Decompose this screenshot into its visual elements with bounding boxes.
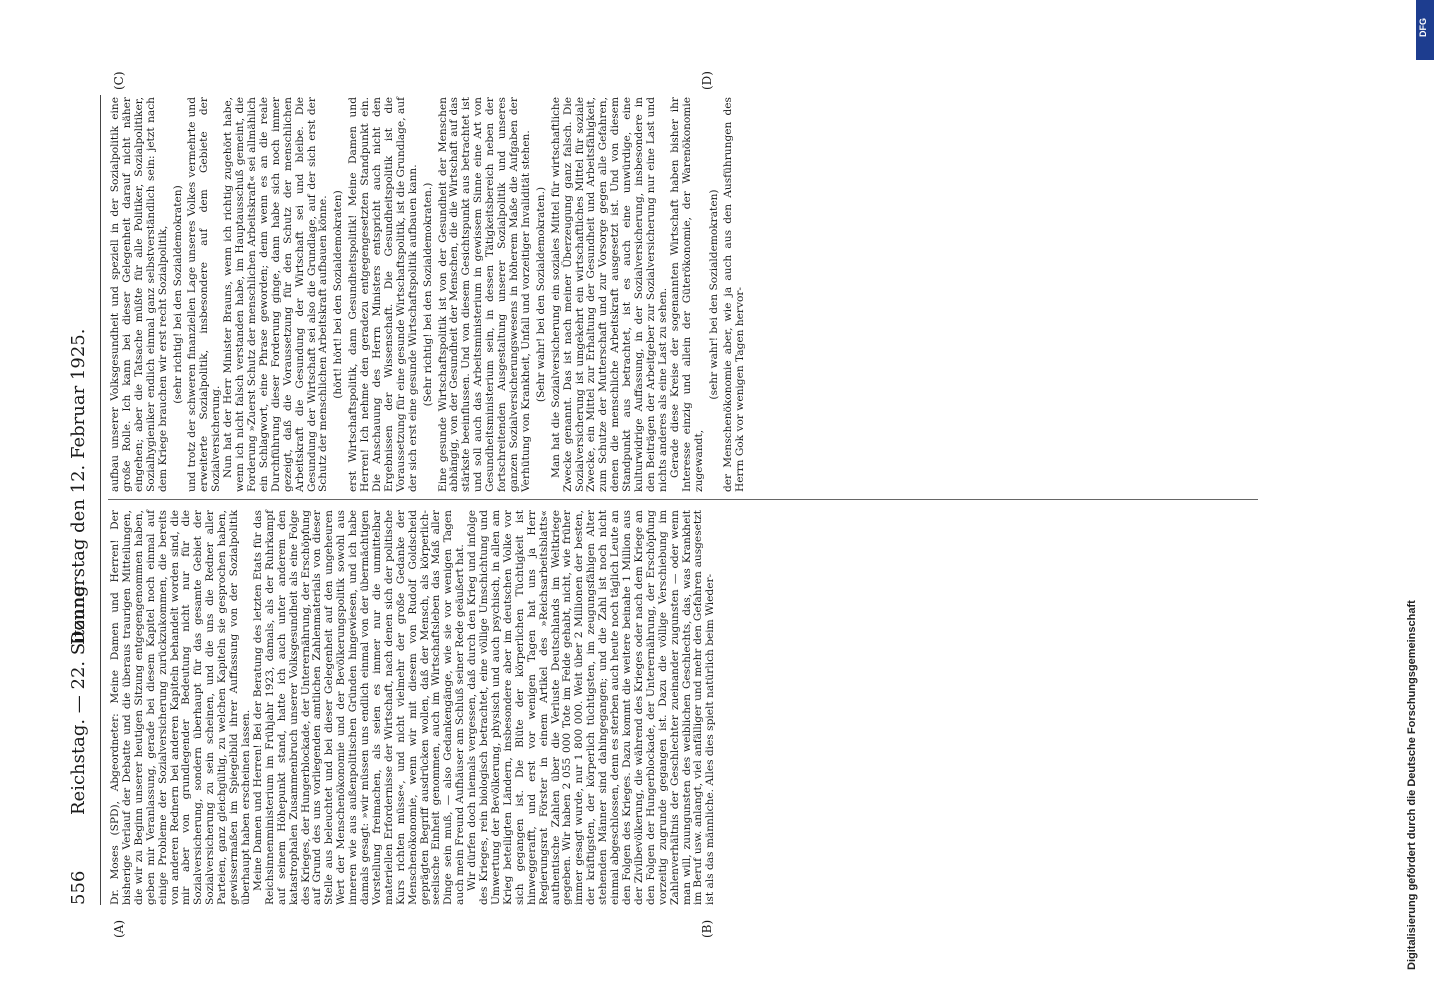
page-number: 556 <box>68 870 89 905</box>
paragraph: Man hat die Sozialversicherung ein soziales Mittel für wirtschaftliche Zwecke genannt. Das ist nach meiner Überzeugung ganz falsch. Die Sozialversicherung ist umgekehrt ein wirtschaftliches Mittel für soziale Zwecke, ein Mittel zur Erhaltung der Gesundheit und Arbeitsfähigkeit, zum Schutze der Mutterschaft und zur Vorsorge gegen alle Gefahren, denen die menschliche Arbeitskraft ausgesetzt ist. Und von diesem Standpunkt aus betrachtet, ist es auch eine unwürdige, eine kulturwidrige Auffassung, in der Sozialversicherung, insbesondere in den Beiträgen der Arbeitgeber zur Sozialversicherung nur eine Last und nichts anderes als eine Last zu sehen. <box>549 97 669 492</box>
margin-marker-d: (D) <box>700 71 714 90</box>
paragraph: Eine gesunde Wirtschaftspolitik ist von der Gesundheit der Menschen abhängig, von der Gesundheit der Menschen, die die Wirtschaft auf das stärkste beeinflussen. Und von diesem Gesichtspunkt aus betrachtet ist und soll auch das Arbeitsministerium in gewissem Sinne eine Art von Gesundheitsministerium sein, in dessen Tätigkeitsbereich neben der fortschreitenden Ausgestaltung unserer Sozialpolitik und unseres ganzen Sozialversicherungswesens in höherem Maße die Aufgaben der Verhütung von Krankheit, Unfall und vorzeitiger Invalidität stehen. <box>436 97 532 492</box>
margin-marker-a: (A) <box>112 919 126 938</box>
credit-text: Digitalisierung gefördert durch die Deutsche Forschungsgemeinschaft <box>1406 600 1418 970</box>
dfg-logo <box>1416 0 1434 60</box>
header-session: Reichstag. — 22. Sitzung. <box>68 579 89 815</box>
digitization-credit <box>1406 0 1434 1000</box>
page-header <box>60 95 100 905</box>
interjection: (sehr richtig! bei den Sozialdemokraten) <box>171 185 184 404</box>
paragraph: Nun hat der Herr Minister Brauns, wenn ich richtig zugehört habe, wenn ich nicht falsch verstanden habe, im Hauptausschuß gemeint, die Forderung »Zuerst Schutz der menschlichen Arbeitskraft« sei allmählich ein Schlagwort, eine Phrase geworden; denn wenn es an die reale Durchführung dieser Forderung ginge, dann habe sich noch immer gezeigt, daß die Voraussetzung für den Schutz der menschlichen Arbeitskraft die Gesundung der Wirtschaft sei und bleibe. Die Gesundung der Wirtschaft sei also die Grundlage, auf der sich erst der Schutz der menschlichen Arbeitskraft aufbauen könne. <box>222 97 330 492</box>
margin-marker-c: (C) <box>112 71 126 90</box>
interjection: (hört! hört! bei den Sozialdemokraten) <box>332 190 345 399</box>
right-column <box>110 97 747 492</box>
paragraph: Gerade diese Kreise der sogenannten Wirtschaft haben bisher ihr Interesse einzig und allein der Güterökonomie, der Warenökonomie zugewandt, <box>668 97 705 492</box>
header-date: Donnerstag den 12. Februar 1925. <box>68 328 89 645</box>
paragraph: Wir dürfen doch niemals vergessen, daß durch den Krieg und infolge des Krieges, rein biologisch betrachtet, eine völlige Umschichtung und Umwertung der Bevölkerung, physisch und auch psychisch, in allen am Krieg beteiligten Ländern, insbesondere aber im deutschen Volke vor sich gegangen ist. Die Blüte der körperlichen Tüchtigkeit ist hinweggerafft, und erst vor wenigen Tagen hat uns ja Herr Regierungsrat Förster in einem Artikel des »Reichsarbeitsblatts« authentische Zahlen über die Verluste Deutschlands im Weltkriege gegeben. Wir haben 2 055 000 Tote im Felde gehabt, nicht, wie früher immer gesagt wurde, nur 1 800 000. Weit über 2 Millionen der besten, der kräftigsten, der körperlich tüchtigsten, im zeugungsfähigen Alter stehenden Männer sind dahingegangen; und die Zahl ist noch nicht einmal abgeschlossen, denn es sterben auch heute noch täglich Leute an den Folgen des Krieges. Dazu kommt die weitere beinahe 1 Million aus der Zivilbevölkerung, die während des Krieges oder nach dem Kriege an den Folgen der Hungerblockade, der Unterernährung, der Erschöpfung vorzeitig zugrunde gegangen ist. Dazu die völlige Verschiebung im Zahlenverhältnis der Geschlechter zueinander zugunsten — oder wenn man will, zuungunsten des weiblichen Geschlechts, das, was Krankheit im Beruf usw. anlangt, viel anfälliger und mehr den Gefahren ausgesetzt ist als das männliche. Alles dies spielt natürlich beim Wieder- <box>466 510 717 905</box>
paragraph: und trotz der schweren finanziellen Lage unseres Volkes vermehrte und erweiterte Sozialpolitik, insbesondere auf dem Gebiete der Sozialversicherung. <box>186 97 223 492</box>
header-rule <box>100 95 101 905</box>
paragraph: der Menschenökonomie aber, wie ja auch aus den Ausführungen des Herrn Gok vor wenigen Tagen hervor- <box>722 97 747 492</box>
dfg-badge: DFG <box>1418 18 1428 37</box>
paragraph: aufbau unserer Volksgesundheit und speziell in der Sozialpolitik eine große Rolle. Ich kann bei dieser Gelegenheit darauf nicht näher eingehen; aber die Tatsache müßte für alle Politiker, Sozialpolitiker, Sozialhygieniker endlich einmal ganz selbstverständlich sein: jetzt nach dem Kriege brauchen wir erst recht Sozialpolitik, <box>109 97 169 492</box>
interjection: (sehr wahr! bei den Sozialdemokraten) <box>707 189 720 400</box>
margin-marker-b: (B) <box>700 919 714 938</box>
left-column <box>110 510 717 905</box>
paragraph: erst Wirtschaftspolitik, dann Gesundheitspolitik! Meine Damen und Herren! Ich nehme den geradezu entgegengesetzten Standpunkt ein. Die Anschauung des Herrn Ministers entspricht auch nicht den Ergebnissen der Wissenschaft. Die Gesundheitspolitik ist die Voraussetzung für eine gesunde Wirtschaftspolitik, ist die Grundlage, auf der sich erst eine gesunde Wirtschaftspolitik aufbauen kann. <box>347 97 419 492</box>
paragraph: Meine Damen und Herren! Bei der Beratung des letzten Etats für das Reichsinnenministerium im Frühjahr 1923, damals, als der Ruhrkampf auf seinem Höhepunkt stand, hatte ich auch unter anderem den katastrophalen Zusammenbruch unserer Volksgesundheit als eine Folge des Krieges, der Hungerblockade, der Unterernährung, der Erschöpfung auf Grund des uns vorliegenden amtlichen Zahlenmaterials von dieser Stelle aus beleuchtet und bei dieser Gelegenheit auf den ungeheuren Wert der Menschenökonomie und der Bevölkerungspolitik sowohl aus inneren wie aus außenpolitischen Gründen hingewiesen, und ich habe damals gesagt: »wir müssen uns endlich einmal von der übermächtigen Vorstellung freimachen, als seien es immer nur die unmittelbar materiellen Erfordernisse der Wirtschaft, nach denen sich der politische Kurs richten müsse«, und nicht vielmehr der große Gedanke der Menschenökonomie, wenn wir mit diesem von Rudolf Goldscheid geprägten Begriff ausdrücken wollen, daß der Mensch, als körperlich-seelische Einheit genommen, auch im Wirtschaftsleben das Maß aller Dinge sein muß, — also Gedankengänge, wie sie vor wenigen Tagen auch mein Freund Aufhäuser am Schluß seiner Rede geäußert hat. <box>251 510 467 905</box>
column-divider <box>108 499 1258 500</box>
interjection: (Sehr wahr! bei den Sozialdemokraten.) <box>534 186 547 403</box>
paragraph: Dr. Moses (SPD), Abgeordneter: Meine Damen und Herren! Der bisherige Verlauf der Debatte und die überaus traurigen Mitteilungen, die wir zu Beginn unserer heutigen Sitzung entgegengenommen haben, geben mir Veranlassung, gerade bei diesem Kapitel noch einmal auf einige Probleme der Sozialversicherung zurückzukommen, die bereits von anderen Rednern bei anderen Kapiteln behandelt worden sind, die mir aber von grundlegender Bedeutung nicht nur für die Sozialversicherung, sondern überhaupt für das gesamte Gebiet der Sozialversicherung zu sein scheinen, und die uns die Redner aller Parteien, ganz gleichgültig, zu welchen Kapiteln sie gesprochen haben, gewissermaßen im Spiegelbild ihrer Auffassung von der Sozialpolitik überhaupt haben erscheinen lassen. <box>109 510 252 905</box>
interjection: (Sehr richtig! bei den Sozialdemokraten.) <box>421 182 434 407</box>
